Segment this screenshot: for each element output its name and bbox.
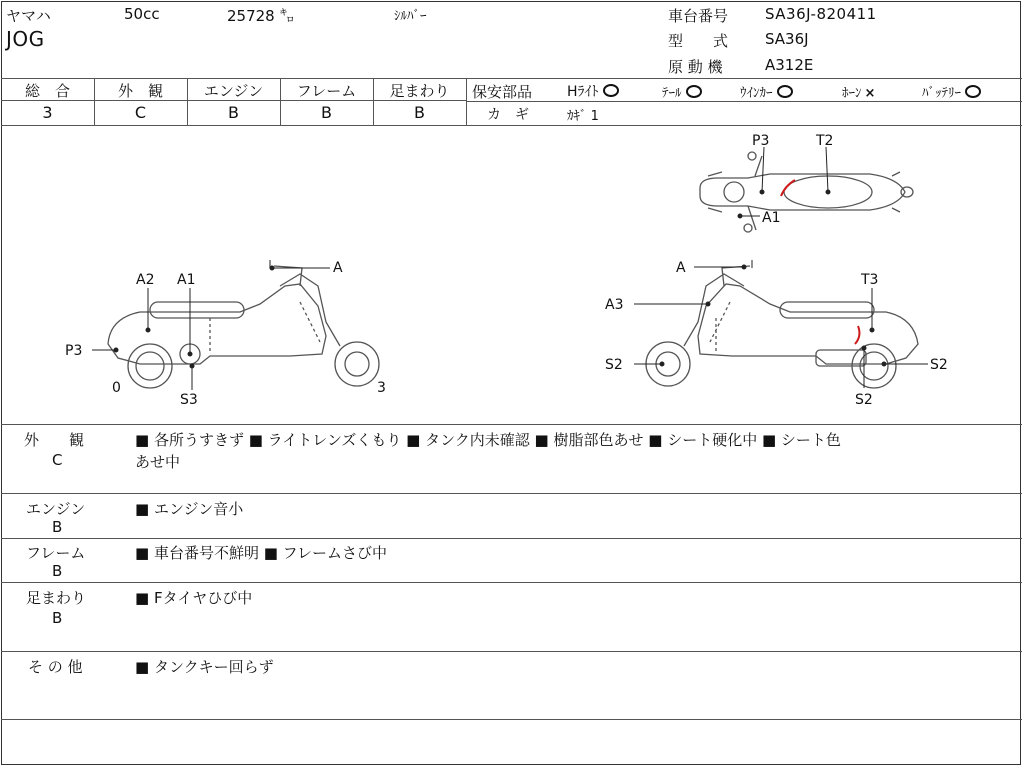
scooter-top-view — [700, 152, 913, 232]
grade-label-suspension: 足まわり — [389, 82, 450, 100]
safety-label: 保安部品 — [472, 83, 533, 101]
label-left-p3: P3 — [65, 343, 83, 359]
key-value: ｶｷﾞ 1 — [567, 109, 599, 124]
label-left-three: 3 — [377, 380, 386, 396]
frame-no-label: 車台番号 — [668, 7, 729, 25]
ok-circle-icon — [686, 85, 702, 98]
remarks-rule — [1, 538, 1022, 539]
displacement: 50cc — [124, 5, 160, 23]
grade-top-rule — [1, 78, 1022, 79]
remarks-rule — [1, 582, 1022, 583]
grade-label-frame: フレーム — [296, 82, 357, 100]
maker: ヤマハ — [6, 7, 51, 25]
remark-grade-frame: B — [52, 562, 63, 580]
safety-mid-rule — [467, 101, 1022, 102]
remark-label-other: そ の 他 — [28, 658, 83, 676]
damage-mark-right — [855, 326, 859, 344]
color: ｼﾙﾊﾞｰ — [394, 9, 427, 24]
label-left-a: A — [333, 260, 343, 276]
type-label: 型 式 — [668, 32, 729, 50]
remark-label-engine: エンジン — [26, 500, 86, 518]
mileage: 25728 ㌔ — [227, 7, 295, 25]
ok-circle-icon — [965, 85, 981, 98]
safety-headlight: Hﾗｲﾄ — [567, 81, 619, 101]
model-name: JOG — [6, 27, 45, 51]
remarks-rule — [1, 719, 1022, 720]
remark-label-frame: フレーム — [26, 544, 86, 562]
remarks-rule — [1, 493, 1022, 494]
label-right-a3: A3 — [605, 297, 624, 313]
damage-mark-top — [781, 180, 795, 196]
frame-no: SA36J-820411 — [765, 5, 877, 23]
engine-label: 原 動 機 — [668, 58, 723, 76]
ok-circle-icon — [603, 84, 619, 97]
remark-text-frame: ■ 車台番号不鮮明 ■ フレームさび中 — [135, 544, 388, 562]
remark-label-exterior: 外 観 — [24, 431, 85, 449]
safety-winker: ｳｲﾝｶｰ — [740, 82, 793, 101]
label-right-s2-bottom: S2 — [855, 392, 873, 408]
type-value: SA36J — [765, 30, 809, 48]
label-left-a1: A1 — [177, 272, 196, 288]
label-right-a: A — [676, 260, 686, 276]
grade-label-engine: エンジン — [203, 82, 264, 100]
grade-value-engine: B — [228, 103, 239, 122]
label-top-a1: A1 — [762, 210, 781, 226]
remark-text-suspension: ■ Fタイヤひび中 — [135, 589, 253, 607]
remark-label-suspension: 足まわり — [26, 589, 87, 607]
safety-tail: ﾃｰﾙ — [662, 82, 702, 101]
label-right-t3: T3 — [861, 272, 879, 288]
grade-divider — [466, 78, 467, 125]
key-label: カ ギ — [487, 107, 529, 123]
grade-value-frame: B — [321, 103, 332, 122]
grade-value-suspension: B — [414, 103, 425, 122]
ng-cross-icon: × — [864, 86, 876, 101]
grade-label-exterior: 外 観 — [117, 82, 163, 100]
remark-grade-exterior: C — [52, 451, 63, 469]
label-top-p3: P3 — [752, 133, 770, 149]
remarks-top-rule — [1, 424, 1022, 425]
safety-battery: ﾊﾞｯﾃﾘｰ — [922, 82, 981, 101]
label-left-zero: 0 — [112, 380, 121, 396]
damage-diagram — [0, 126, 1024, 424]
remark-text-engine: ■ エンジン音小 — [135, 500, 244, 518]
remark-text-exterior: ■ 各所うすきず ■ ライトレンズくもり ■ タンク内未確認 ■ 樹脂部色あせ ■ シート硬化中 ■ シート色 — [135, 431, 841, 449]
safety-horn: ﾎｰﾝ × — [842, 86, 876, 101]
remark-text-other: ■ タンクキー回らず — [135, 658, 274, 676]
remark-grade-engine: B — [52, 518, 63, 536]
engine-value: A312E — [765, 56, 814, 74]
label-right-s2-right: S2 — [930, 357, 948, 373]
label-top-t2: T2 — [816, 133, 834, 149]
label-left-a2: A2 — [136, 272, 155, 288]
remark-grade-suspension: B — [52, 609, 63, 627]
label-left-s3: S3 — [180, 392, 198, 408]
grade-value-exterior: C — [134, 103, 147, 122]
remark-text-exterior-cont: あせ中 — [135, 453, 181, 471]
label-right-s2-left: S2 — [605, 357, 623, 373]
remarks-rule — [1, 651, 1022, 652]
grade-value-overall: 3 — [42, 103, 53, 122]
callout-lines — [92, 147, 928, 390]
ok-circle-icon — [777, 85, 793, 98]
grade-label-overall: 総 合 — [24, 82, 70, 100]
